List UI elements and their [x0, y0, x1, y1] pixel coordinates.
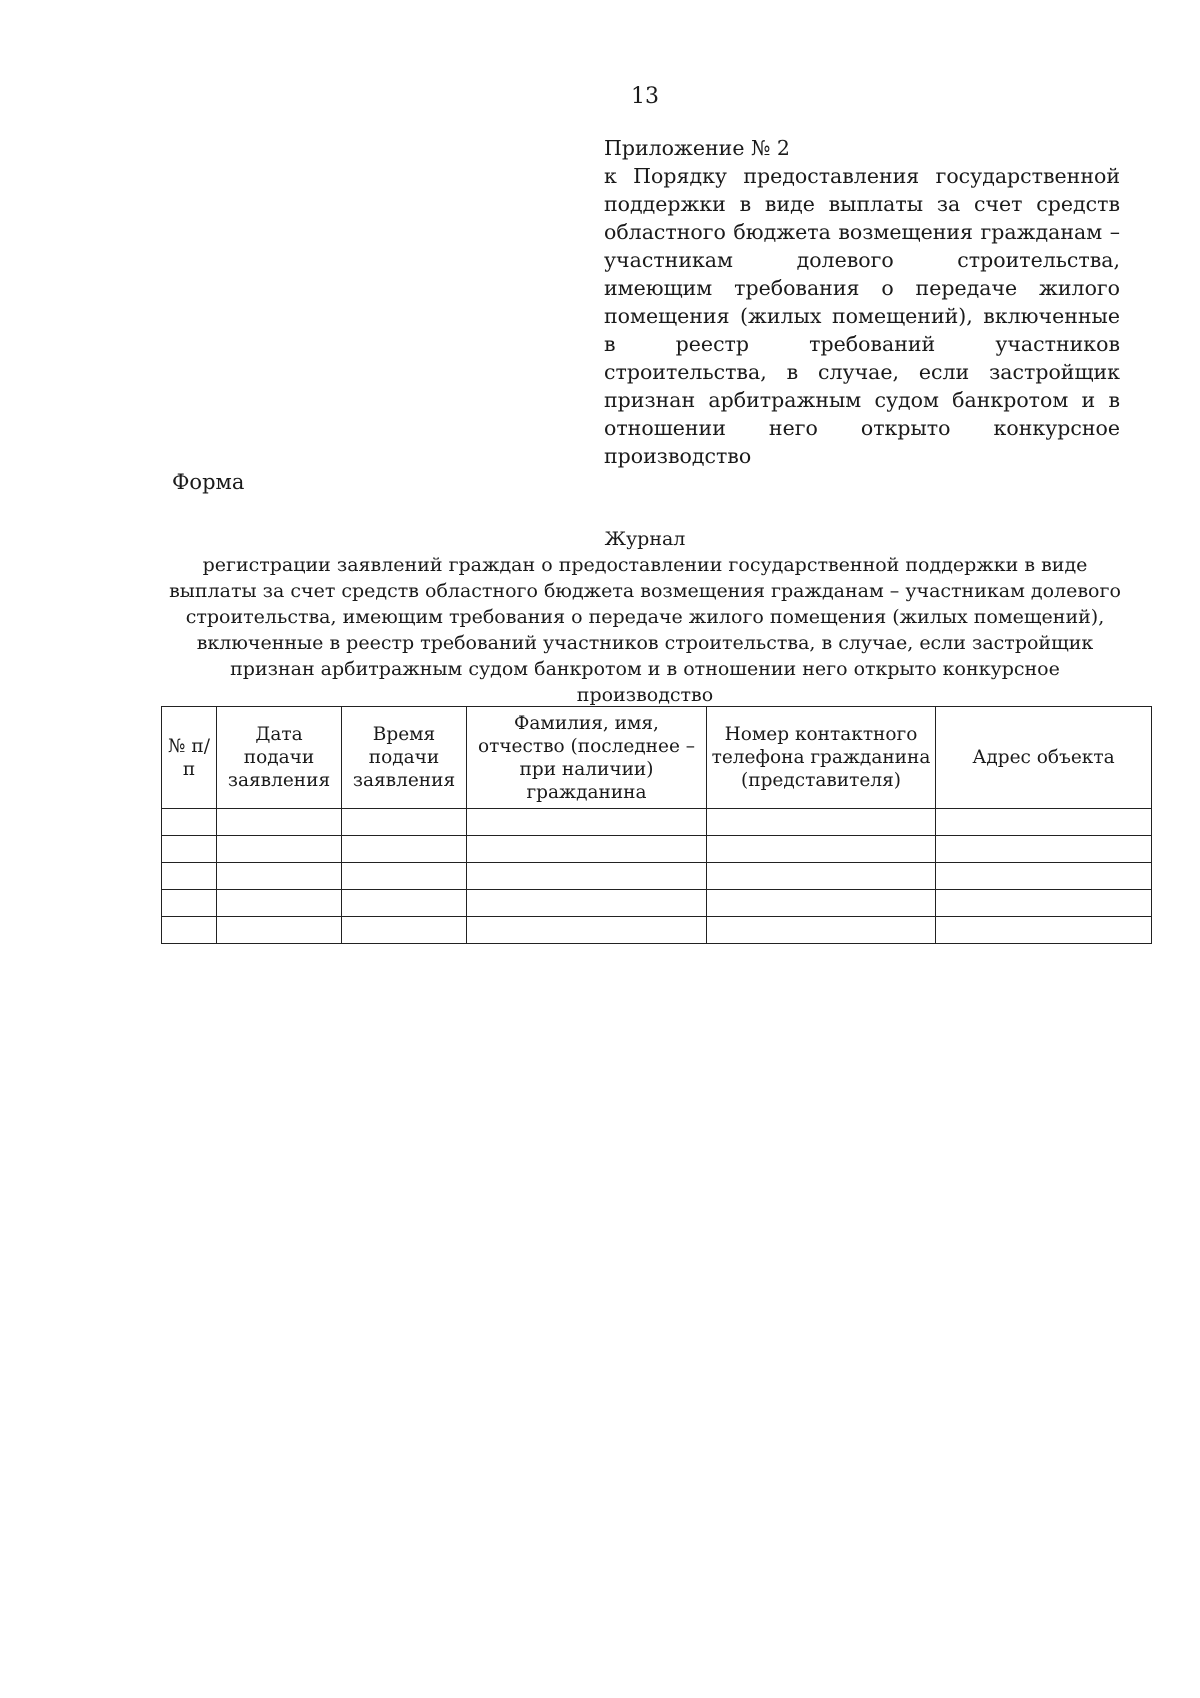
table-cell	[217, 863, 342, 890]
table-cell	[342, 836, 467, 863]
header-time: Время подачи заявления	[342, 707, 467, 809]
table-row	[162, 863, 1152, 890]
table-row	[162, 809, 1152, 836]
table-cell	[217, 809, 342, 836]
appendix-title: Приложение № 2	[604, 136, 790, 160]
journal-subtitle: регистрации заявлений граждан о предоставлении государственной поддержки в виде выплаты за счет средств областного бюджета возмещения гражданам – участникам долевого строительства, имеющим требования о передаче жилого помещения (жилых помещений), включенные в реестр требований участников строительства, в случае, если застройщик признан арбитражным судом банкротом и в отношении него открыто конкурсное производство	[169, 554, 1121, 706]
table-row	[162, 890, 1152, 917]
journal-heading	[160, 526, 1130, 708]
table-cell	[162, 863, 217, 890]
table-cell	[342, 809, 467, 836]
table-cell	[342, 917, 467, 944]
journal-title: Журнал	[604, 528, 686, 550]
table-cell	[217, 836, 342, 863]
table-cell	[162, 836, 217, 863]
table-row	[162, 836, 1152, 863]
table-header-row	[162, 707, 1152, 809]
form-label: Форма	[172, 470, 245, 494]
table-cell	[217, 890, 342, 917]
table-cell	[217, 917, 342, 944]
table-cell	[936, 836, 1152, 863]
table-cell	[467, 809, 707, 836]
table-cell	[707, 836, 936, 863]
table-cell	[936, 863, 1152, 890]
table-cell	[936, 809, 1152, 836]
table-cell	[467, 890, 707, 917]
page-number: 13	[631, 84, 659, 109]
table-cell	[342, 890, 467, 917]
table-cell	[936, 917, 1152, 944]
table-cell	[467, 917, 707, 944]
header-address: Адрес объекта	[936, 707, 1152, 809]
table-cell	[162, 809, 217, 836]
table-cell	[707, 917, 936, 944]
table-cell	[162, 917, 217, 944]
appendix-text: к Порядку предоставления государственной поддержки в виде выплаты за счет средств областного бюджета возмещения гражданам – участникам долевого строительства, имеющим требования о передаче жилого помещения (жилых помещений), включенные в реестр требований участников строительства, в случае, если застройщик признан арбитражным судом банкротом и в отношении него открыто конкурсное производство	[604, 164, 1120, 468]
header-number: № п/п	[162, 707, 217, 809]
table-row	[162, 917, 1152, 944]
table-cell	[707, 809, 936, 836]
registration-journal-table	[161, 706, 1152, 944]
table-cell	[467, 863, 707, 890]
header-full-name: Фамилия, имя, отчество (последнее – при наличии) гражданина	[467, 707, 707, 809]
table-cell	[467, 836, 707, 863]
table-cell	[936, 890, 1152, 917]
table-cell	[162, 890, 217, 917]
table-cell	[342, 863, 467, 890]
header-phone: Номер контактного телефона гражданина (представителя)	[707, 707, 936, 809]
header-date: Дата подачи заявления	[217, 707, 342, 809]
appendix-block	[604, 134, 1120, 470]
table-cell	[707, 890, 936, 917]
table-cell	[707, 863, 936, 890]
